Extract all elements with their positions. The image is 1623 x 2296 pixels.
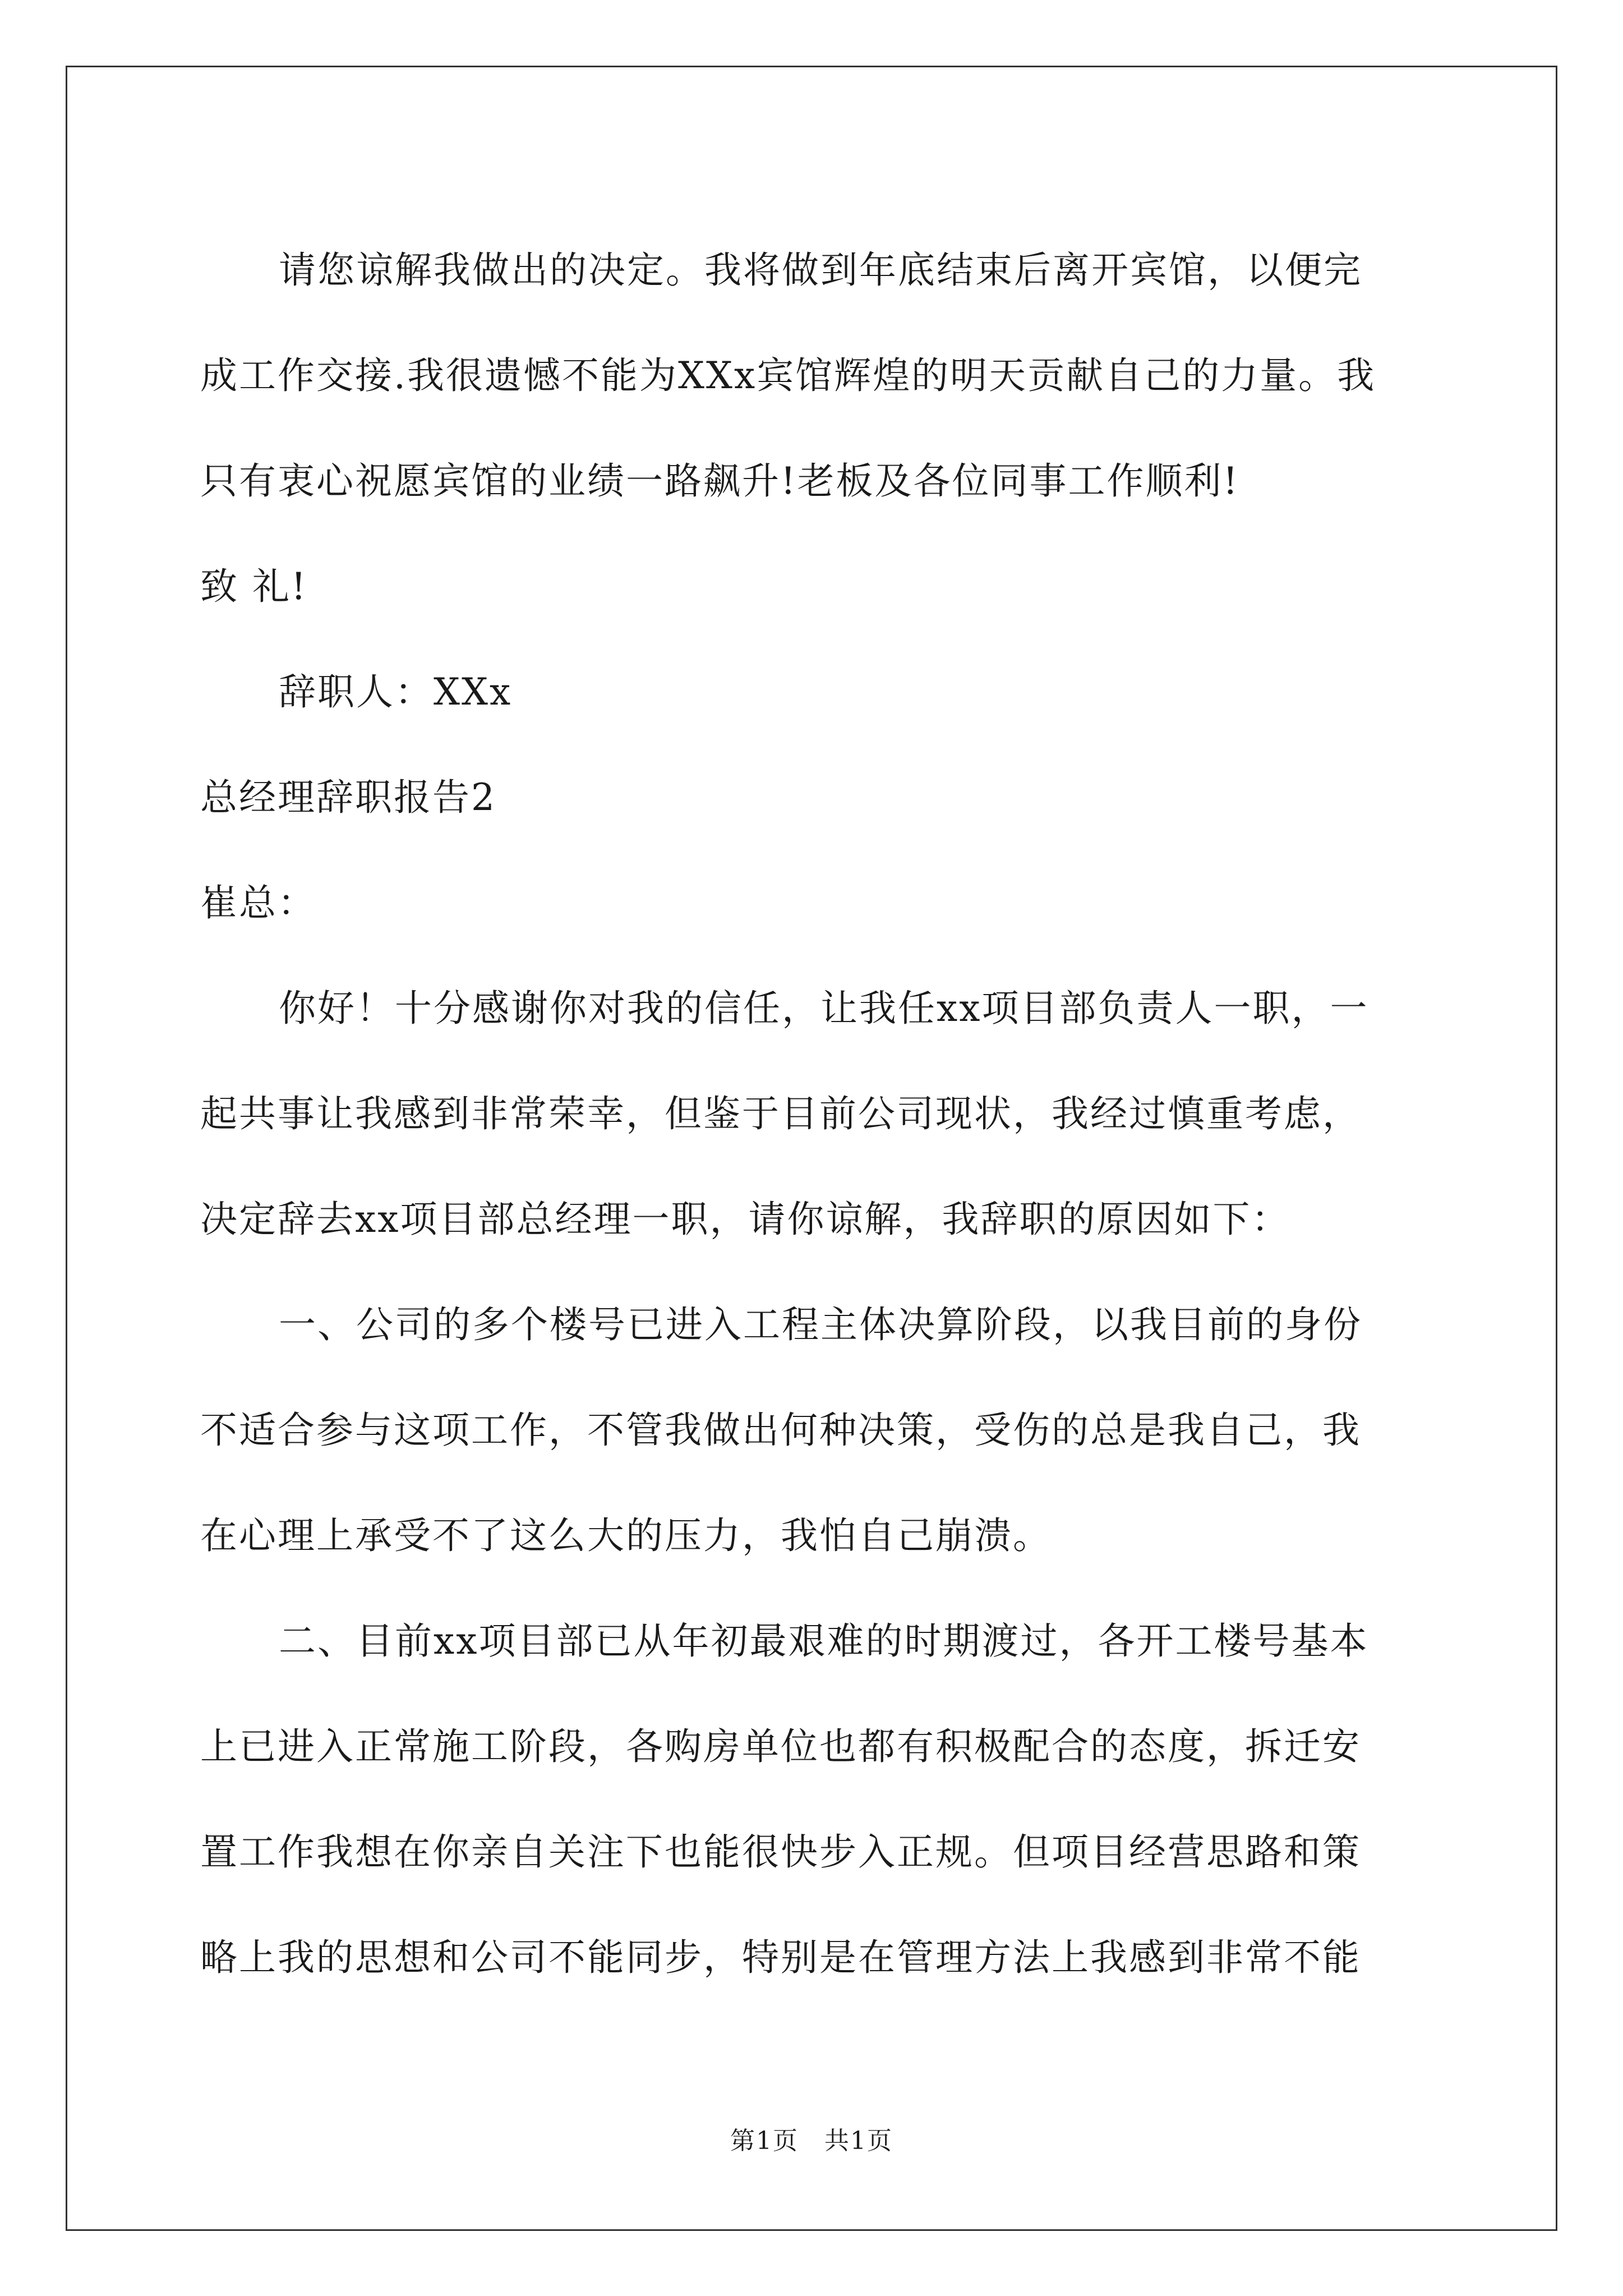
text-line: 起共事让我感到非常荣幸，但鉴于目前公司现状，我经过慎重考虑，	[200, 1092, 1361, 1135]
text-line: 二、目前xx项目部已从年初最艰难的时期渡过，各开工楼号基本	[279, 1619, 1369, 1663]
text-line: 一、公司的多个楼号已进入工程主体决算阶段，以我目前的身份	[279, 1303, 1362, 1346]
text-line: 置工作我想在你亲自关注下也能很快步入正规。但项目经营思路和策	[200, 1830, 1361, 1874]
closing-line: 致 礼!	[200, 565, 308, 608]
section-title: 总经理辞职报告2	[200, 776, 496, 819]
page-footer: 第1页 共1页	[730, 2127, 893, 2155]
text-line: 成工作交接.我很遗憾不能为XXx宾馆辉煌的明天贡献自己的力量。我	[200, 354, 1376, 397]
text-line: 上已进入正常施工阶段，各购房单位也都有积极配合的态度，拆迁安	[200, 1725, 1361, 1768]
text-line: 请您谅解我做出的决定。我将做到年底结束后离开宾馆，以便完	[279, 249, 1362, 292]
text-line: 在心理上承受不了这么大的压力，我怕自己崩溃。	[200, 1514, 1052, 1557]
document-body	[200, 218, 1428, 2010]
salutation-line: 崔总：	[200, 881, 316, 924]
text-line: 你好！十分感谢你对我的信任，让我任xx项目部负责人一职，一	[279, 987, 1369, 1030]
text-line: 不适合参与这项工作，不管我做出何种决策，受伤的总是我自己，我	[200, 1409, 1361, 1452]
text-line: 只有衷心祝愿宾馆的业绩一路飙升!老板及各位同事工作顺利!	[200, 459, 1240, 503]
text-line: 略上我的思想和公司不能同步，特别是在管理方法上我感到非常不能	[200, 1936, 1361, 1979]
text-line: 决定辞去xx项目部总经理一职，请你谅解，我辞职的原因如下：	[200, 1198, 1290, 1241]
signature-line: 辞职人：XXx	[279, 670, 513, 714]
